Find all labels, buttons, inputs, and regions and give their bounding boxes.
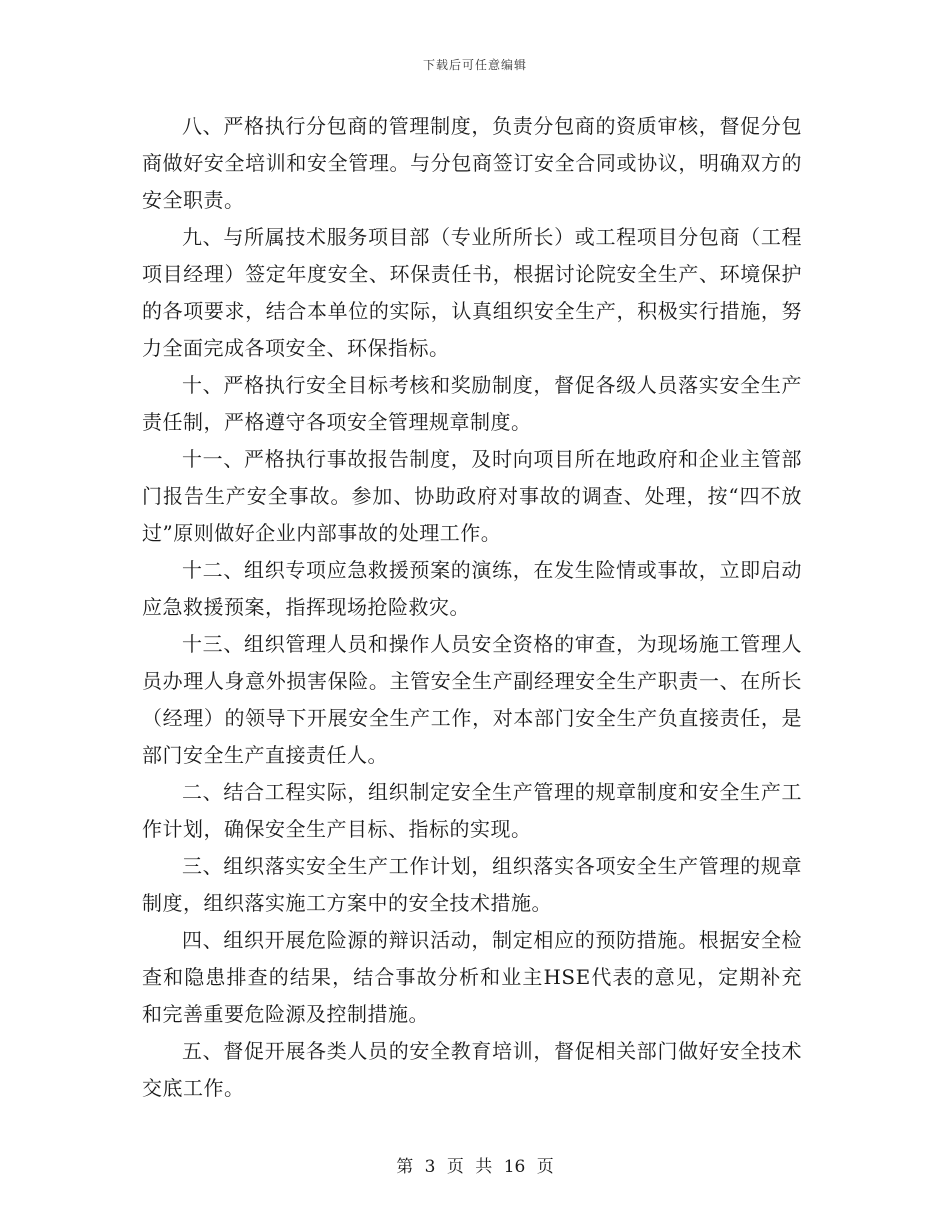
paragraph-5: 五、督促开展各类人员的安全教育培训，督促相关部门做好安全技术交底工作。 [142,1039,802,1100]
document-body [142,108,802,1107]
page-number-footer: 第 3 页 共 16 页 [396,1157,554,1177]
paragraph-12: 十二、组织专项应急救援预案的演练，在发生险情或事故，立即启动应急救援预案，指挥现场抢险救灾。 [142,558,802,619]
paragraph-4: 四、组织开展危险源的辩识活动，制定相应的预防措施。根据安全检查和隐患排查的结果，结合事故分析和业主HSE代表的意见，定期补充和完善重要危险源及控制措施。 [142,928,802,1026]
paragraph-2: 二、结合工程实际，组织制定安全生产管理的规章制度和安全生产工作计划，确保安全生产目标、指标的实现。 [142,780,802,841]
paragraph-8: 八、严格执行分包商的管理制度，负责分包商的资质审核，督促分包商做好安全培训和安全管理。与分包商签订安全合同或协议，明确双方的安全职责。 [142,114,802,212]
paragraph-11: 十一、严格执行事故报告制度，及时向项目所在地政府和企业主管部门报告生产安全事故。参加、协助政府对事故的调查、处理，按“四不放过”原则做好企业内部事故的处理工作。 [142,447,802,545]
paragraph-3: 三、组织落实安全生产工作计划，组织落实各项安全生产管理的规章制度，组织落实施工方案中的安全技术措施。 [142,854,802,915]
paragraph-9: 九、与所属技术服务项目部（专业所所长）或工程项目分包商（工程项目经理）签定年度安全、环保责任书，根据讨论院安全生产、环境保护的各项要求，结合本单位的实际，认真组织安全生产，积极实行措施，努力全面完成各项安全、环保指标。 [142,225,802,360]
page-header: 下载后可任意编辑 [422,58,527,72]
paragraph-13: 十三、组织管理人员和操作人员安全资格的审查，为现场施工管理人员办理人身意外损害保险。主管安全生产副经理安全生产职责一、在所长（经理）的领导下开展安全生产工作，对本部门安全生产负直接责任，是部门安全生产直接责任人。 [142,632,802,767]
paragraph-10: 十、严格执行安全目标考核和奖励制度，督促各级人员落实安全生产责任制，严格遵守各项安全管理规章制度。 [142,373,802,434]
